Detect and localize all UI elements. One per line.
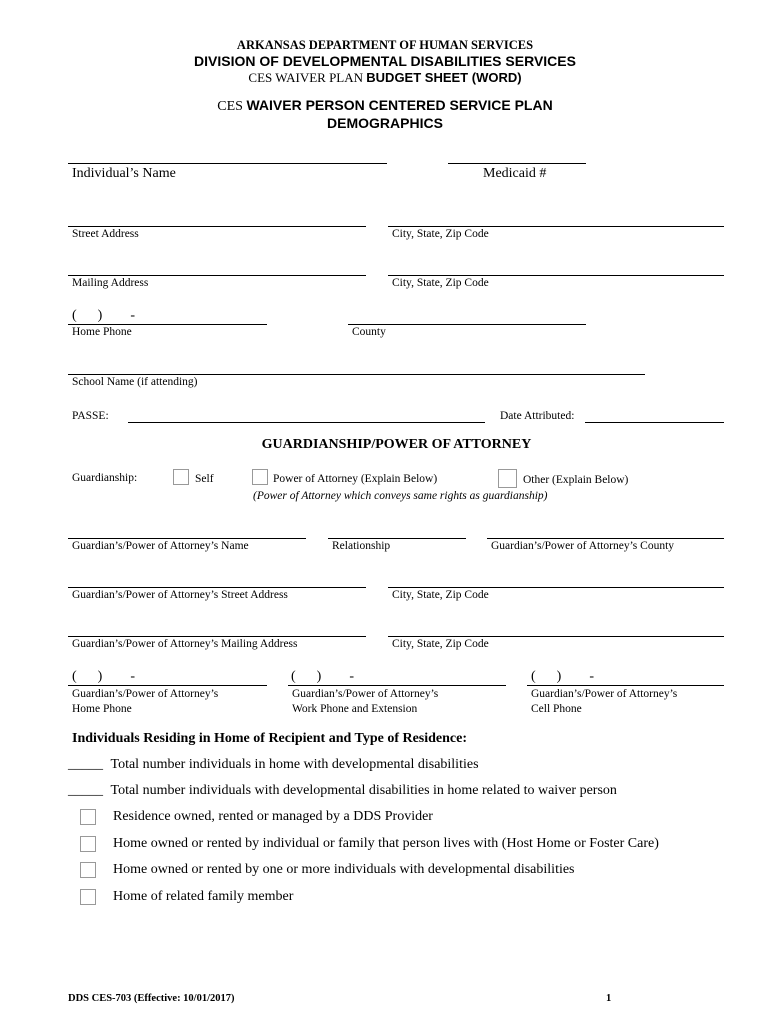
guardian-mailing-city-field[interactable] [388,636,724,637]
guardian-street-field[interactable] [68,587,366,588]
passe-label: PASSE: [72,410,109,422]
guardian-mailing-field[interactable] [68,636,366,637]
residence-individuals-checkbox[interactable] [80,862,96,878]
home-phone-field[interactable] [68,324,267,325]
other-checkbox[interactable] [498,469,517,488]
poa-option-label: Power of Attorney (Explain Below) [273,473,438,485]
count-related-row [68,783,617,799]
relationship-label: Relationship [332,540,391,552]
mailing-address-label: Mailing Address [72,277,149,289]
guardian-mailing-city-label: City, State, Zip Code [392,638,489,650]
city-state-zip-label: City, State, Zip Code [392,228,489,240]
sheet-heading [0,70,770,86]
title-prefix: CES [217,99,243,114]
guardian-home-phone-mask: ( ) - [72,669,135,684]
city-state-zip-field[interactable] [388,226,724,227]
guardian-cell-phone-label-2: Cell Phone [531,703,582,715]
count-related-label: Total number individuals with developmental disabilities in home related to waiver person [110,783,617,798]
guardianship-heading: GUARDIANSHIP/POWER OF ATTORNEY [261,437,532,452]
count-disabilities-row [68,757,479,773]
relationship-field[interactable] [328,538,466,539]
street-address-label: Street Address [72,228,139,240]
county-field[interactable] [348,324,586,325]
guardian-home-phone-field[interactable] [68,685,267,686]
mailing-city-state-zip-field[interactable] [388,275,724,276]
residence-host-home-label: Home owned or rented by individual or family that person lives with (Host Home or Foster Care) [113,836,659,851]
school-name-label: School Name (if attending) [72,376,198,388]
medicaid-field[interactable] [448,163,586,164]
agency-heading: ARKANSAS DEPARTMENT OF HUMAN SERVICES [236,38,534,52]
sheet-suffix: BUDGET SHEET (WORD) [366,70,522,85]
self-option-label: Self [195,473,214,485]
guardian-city-field[interactable] [388,587,724,588]
sheet-prefix: CES WAIVER PLAN [248,70,364,85]
self-checkbox[interactable] [173,469,189,485]
mailing-address-field[interactable] [68,275,366,276]
street-address-field[interactable] [68,226,366,227]
residence-family-checkbox[interactable] [80,889,96,905]
home-phone-label: Home Phone [72,326,132,338]
guardian-work-phone-label-2: Work Phone and Extension [292,703,418,715]
guardian-city-label: City, State, Zip Code [392,589,489,601]
guardian-home-phone-label-2: Home Phone [72,703,132,715]
home-phone-mask: ( ) - [72,308,135,323]
residence-host-home-checkbox[interactable] [80,836,96,852]
other-option-label: Other (Explain Below) [523,474,629,486]
guardian-work-phone-mask: ( ) - [291,669,354,684]
individual-name-field[interactable] [68,163,387,164]
mailing-city-state-zip-label: City, State, Zip Code [392,277,489,289]
guardian-county-label: Guardian’s/Power of Attorney’s County [491,540,675,552]
page-subtitle: DEMOGRAPHICS [327,115,443,131]
individual-name-label: Individual’s Name [72,166,176,181]
count-related-blank[interactable]: _____ [68,783,103,798]
guardian-county-field[interactable] [487,538,724,539]
count-disabilities-label: Total number individuals in home with developmental disabilities [110,757,479,772]
residence-dds-provider-checkbox[interactable] [80,809,96,825]
residence-family-label: Home of related family member [113,889,294,904]
date-attributed-field[interactable] [585,422,724,423]
guardian-cell-phone-field[interactable] [527,685,724,686]
page-title [0,97,770,115]
page-number: 1 [606,993,612,1004]
form-id: DDS CES-703 (Effective: 10/01/2017) [68,993,235,1004]
county-label: County [352,326,386,338]
guardian-cell-phone-label-1: Guardian’s/Power of Attorney’s [531,688,678,700]
guardian-cell-phone-mask: ( ) - [531,669,594,684]
school-name-field[interactable] [68,374,645,375]
poa-note: (Power of Attorney which conveys same rights as guardianship) [253,490,548,502]
medicaid-label: Medicaid # [483,166,547,181]
guardian-street-label: Guardian’s/Power of Attorney’s Street Address [72,589,288,601]
passe-field[interactable] [128,422,485,423]
residence-heading: Individuals Residing in Home of Recipient and Type of Residence: [72,731,468,746]
guardianship-label: Guardianship: [72,472,138,484]
guardian-work-phone-label-1: Guardian’s/Power of Attorney’s [292,688,439,700]
residence-dds-provider-label: Residence owned, rented or managed by a DDS Provider [113,809,433,824]
count-disabilities-blank[interactable]: _____ [68,757,103,772]
title-main: WAIVER PERSON CENTERED SERVICE PLAN [246,97,553,113]
guardian-mailing-label: Guardian’s/Power of Attorney’s Mailing Address [72,638,298,650]
division-heading: DIVISION OF DEVELOPMENTAL DISABILITIES SERVICES [194,53,576,69]
poa-checkbox[interactable] [252,469,268,485]
residence-individuals-label: Home owned or rented by one or more individuals with developmental disabilities [113,862,575,877]
guardian-name-label: Guardian’s/Power of Attorney’s Name [72,540,249,552]
guardian-home-phone-label-1: Guardian’s/Power of Attorney’s [72,688,219,700]
guardian-work-phone-field[interactable] [288,685,506,686]
guardian-name-field[interactable] [68,538,306,539]
date-attributed-label: Date Attributed: [500,410,575,422]
